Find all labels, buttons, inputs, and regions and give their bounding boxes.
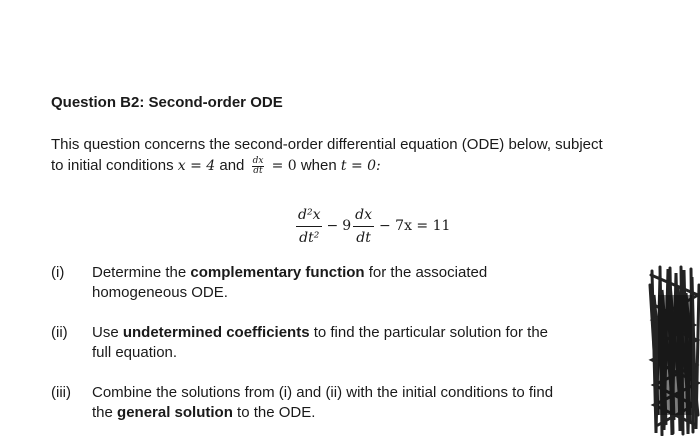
- question-title: Question B2: Second-order ODE: [51, 94, 283, 111]
- part-text-line2-pre: the: [92, 404, 118, 421]
- part-text-post: to find the particular solution for the: [309, 324, 549, 341]
- and-word: and: [219, 157, 245, 174]
- part-text-line2-post: to the ODE.: [232, 404, 316, 421]
- part-text-line2: full equation.: [92, 344, 178, 361]
- part-text-bold: undetermined coefficients: [122, 324, 310, 341]
- derivative-fraction-small: [252, 157, 265, 176]
- intro-prefix: to initial conditions: [51, 157, 174, 174]
- first-derivative-denominator: dt: [356, 229, 371, 246]
- second-derivative-fraction: [296, 206, 322, 247]
- part-text-pre: Combine the solutions from (i) and (ii) with the initial conditions to find: [92, 384, 554, 401]
- equation-remainder: − 7x = 11: [379, 218, 451, 234]
- part-text-bold: complementary function: [190, 264, 365, 281]
- part-text-bold: general solution: [117, 404, 233, 421]
- minus-operator: −: [326, 218, 339, 234]
- coefficient-nine: 9: [342, 218, 352, 234]
- part-text-line2: homogeneous ODE.: [92, 284, 228, 301]
- intro-line-2: [51, 155, 696, 177]
- second-derivative-numerator: d²x: [296, 206, 322, 227]
- ode-equation: [296, 203, 450, 249]
- part-text-post: for the associated: [364, 264, 488, 281]
- part-number: (i): [51, 264, 65, 281]
- initial-condition-x: x = 4: [177, 158, 216, 174]
- part-text: [92, 263, 652, 303]
- question-intro: [51, 134, 696, 177]
- part-text: [92, 383, 652, 423]
- small-frac-numerator: dx: [252, 155, 264, 166]
- intro-line-1: This question concerns the second-order differential equation (ODE) below, subject: [51, 136, 603, 153]
- second-derivative-denominator: dt²: [299, 229, 320, 246]
- initial-condition-t: t = 0:: [340, 158, 381, 174]
- initial-condition-zero: = 0: [271, 158, 297, 174]
- first-derivative-fraction: [353, 206, 374, 247]
- small-frac-denominator: dt: [253, 165, 263, 176]
- part-number: (iii): [51, 384, 71, 401]
- first-derivative-numerator: dx: [353, 206, 374, 227]
- part-text: [92, 323, 652, 363]
- part-text-pre: Use: [92, 324, 123, 341]
- when-word: when: [300, 157, 337, 174]
- part-number: (ii): [51, 324, 68, 341]
- part-text-pre: Determine the: [92, 264, 191, 281]
- redaction-scribble: [648, 265, 700, 436]
